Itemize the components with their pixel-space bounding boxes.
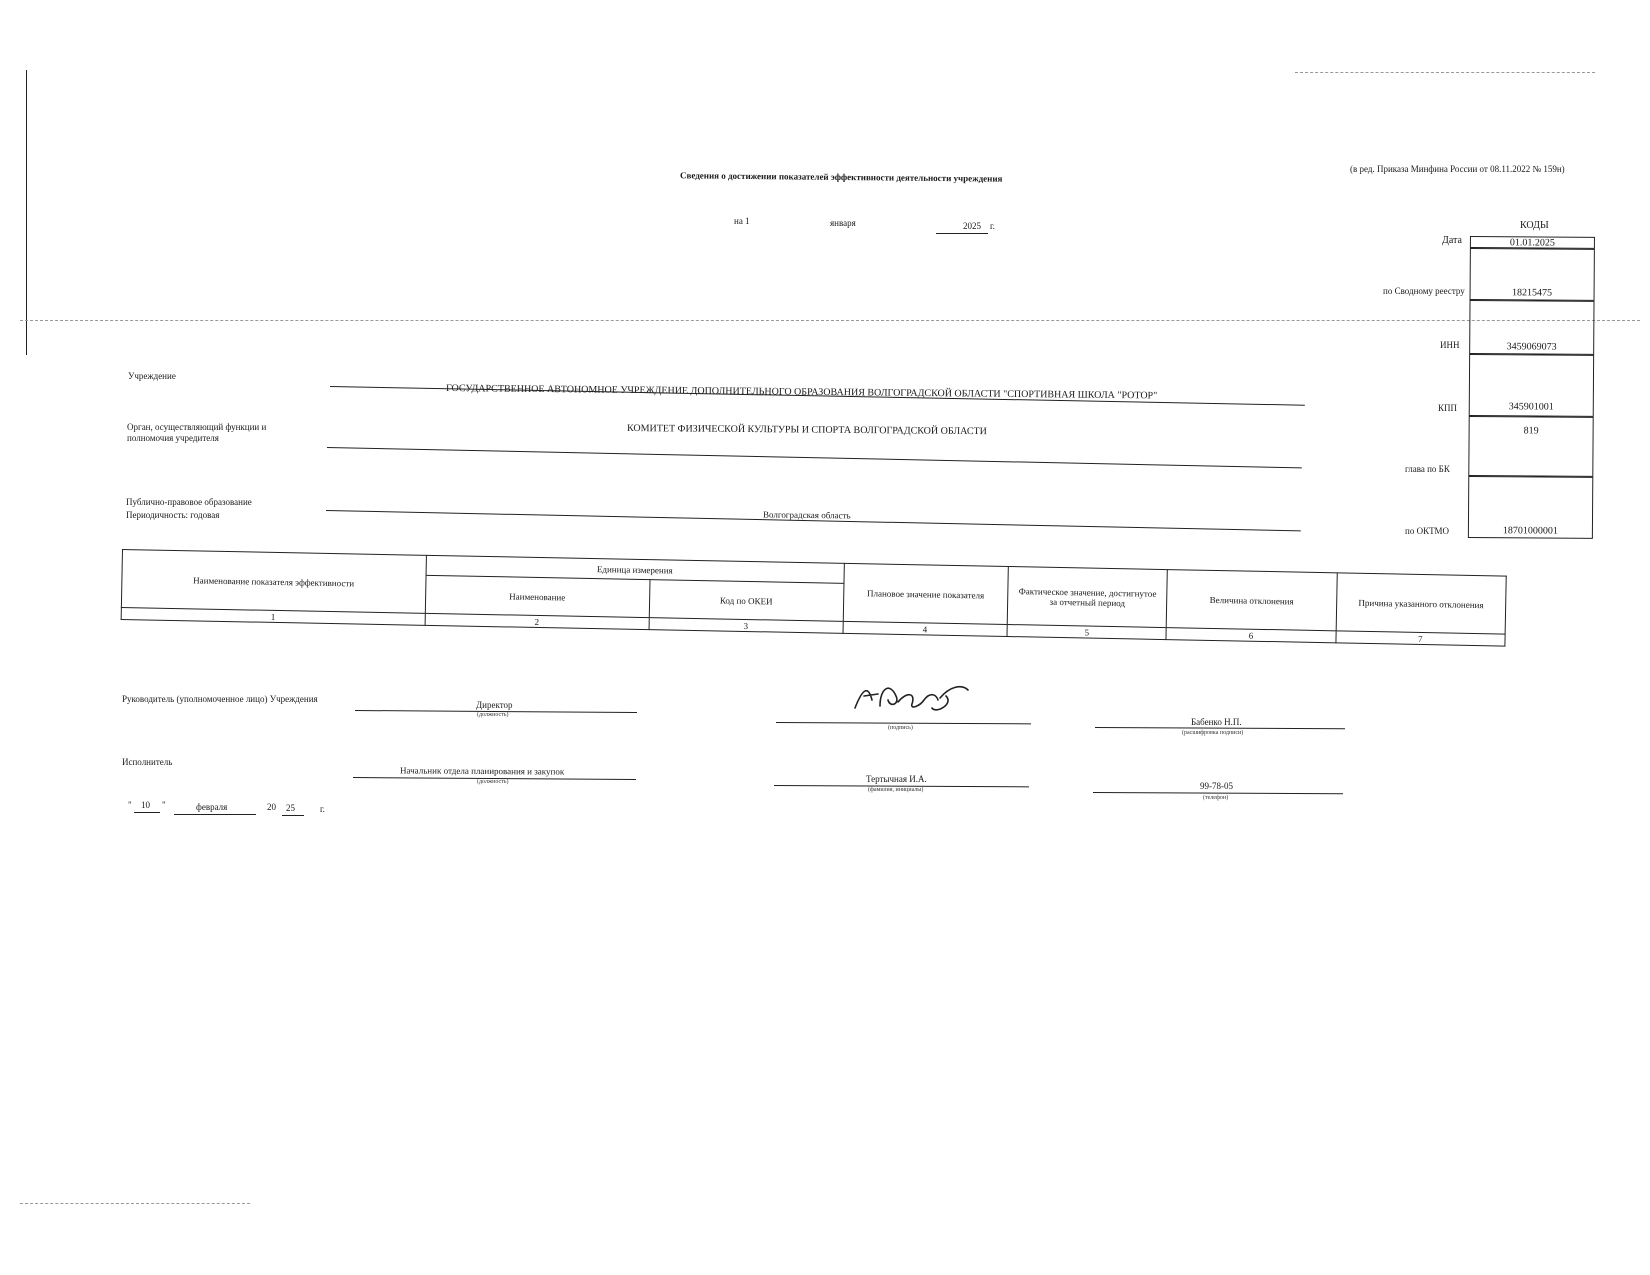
document-title: Сведения о достижении показателей эффективности деятельности учреждения bbox=[679, 170, 1003, 184]
head-signature-caption: (подпись) bbox=[888, 725, 913, 731]
report-date-suffix: г. bbox=[990, 221, 995, 231]
sign-date-day-underline bbox=[134, 812, 160, 813]
executor-position-caption: (должность) bbox=[477, 779, 509, 785]
sign-date-suffix: г. bbox=[320, 804, 325, 814]
column-number: 7 bbox=[1336, 631, 1506, 646]
codes-inn-value: 3459069073 bbox=[1506, 341, 1557, 353]
indicators-table bbox=[121, 549, 1507, 647]
codes-date-label: Дата bbox=[1442, 235, 1462, 246]
head-label: Руководитель (уполномоченное лицо) Учреждения bbox=[122, 694, 318, 704]
institution-label: Учреждение bbox=[128, 371, 176, 381]
codes-kpp-cell bbox=[1469, 354, 1594, 417]
codes-bk-value: 819 bbox=[1523, 425, 1539, 437]
codes-date-value: 01.01.2025 bbox=[1509, 237, 1555, 249]
founder-label-line2: полномочия учредителя bbox=[127, 433, 219, 443]
header-deviation-reason: Причина указанного отклонения bbox=[1336, 573, 1506, 634]
header-planned-value: Плановое значение показателя bbox=[843, 563, 1008, 624]
executor-name-caption: (фамилия, инициалы) bbox=[868, 787, 924, 793]
executor-phone-underline bbox=[1093, 792, 1343, 794]
executor-position: Начальник отдела планирования и закупок bbox=[399, 765, 565, 777]
institution-value: ГОСУДАРСТВЕННОЕ АВТОНОМНОЕ УЧРЕЖДЕНИЕ ДОПОЛНИТЕЛЬНОГО ОБРАЗОВАНИЯ ВОЛГОГРАДСКОЙ ОБЛАСТИ "СПОРТИВНАЯ ШКОЛА "РОТОР" bbox=[445, 383, 1158, 402]
header-actual-value bbox=[1007, 567, 1167, 628]
codes-inn-label: ИНН bbox=[1440, 340, 1460, 350]
header-unit-okei-code: Код по ОКЕИ bbox=[649, 580, 844, 622]
sign-date-close-quote: " bbox=[162, 800, 166, 810]
sign-date-year-underline bbox=[282, 815, 304, 816]
scan-top-line bbox=[1295, 72, 1595, 73]
header-deviation: Величина отклонения bbox=[1167, 570, 1337, 631]
codes-header: КОДЫ bbox=[1520, 220, 1549, 231]
header-actual-value-line2: за отчетный период bbox=[1049, 596, 1126, 608]
executor-phone-caption: (телефон) bbox=[1203, 795, 1229, 801]
codes-registry-cell bbox=[1470, 248, 1595, 301]
column-number: 5 bbox=[1007, 625, 1167, 640]
header-indicator-name: Наименование показателя эффективности bbox=[121, 550, 426, 614]
founder-label-line1: Орган, осуществляющий функции и bbox=[127, 422, 267, 432]
scan-fold-line bbox=[20, 320, 1640, 321]
column-number: 3 bbox=[649, 618, 843, 634]
executor-label: Исполнитель bbox=[122, 757, 173, 767]
head-signature-underline bbox=[776, 722, 1031, 724]
scan-bottom-line bbox=[20, 1203, 250, 1204]
header-unit-name: Наименование bbox=[425, 575, 650, 617]
column-number: 4 bbox=[843, 621, 1008, 636]
sign-date-year-suffix: 25 bbox=[286, 803, 295, 813]
head-position: Директор bbox=[476, 700, 513, 710]
codes-registry-value: 18215475 bbox=[1512, 287, 1553, 299]
founder-value: КОМИТЕТ ФИЗИЧЕСКОЙ КУЛЬТУРЫ И СПОРТА ВОЛГОГРАДСКОЙ ОБЛАСТИ bbox=[626, 423, 987, 438]
sign-date-year-prefix: 20 bbox=[267, 802, 276, 812]
head-name-underline bbox=[1095, 727, 1345, 729]
report-date-year-underline bbox=[936, 233, 988, 234]
amendment-note: (в ред. Приказа Минфина России от 08.11.2022 № 159н) bbox=[1350, 164, 1565, 174]
codes-kpp-label: КПП bbox=[1438, 403, 1458, 413]
founder-underline bbox=[327, 447, 1302, 468]
column-number: 1 bbox=[121, 607, 425, 625]
report-date-year: 2025 bbox=[963, 221, 981, 231]
sign-date-month-underline bbox=[174, 814, 256, 815]
codes-inn-cell bbox=[1469, 300, 1594, 355]
codes-oktmo-value: 18701000001 bbox=[1502, 525, 1558, 537]
header-actual-value-line1: Фактическое значение, достигнутое bbox=[1018, 585, 1157, 599]
executor-phone: 99-78-05 bbox=[1200, 781, 1233, 791]
report-date-month: января bbox=[830, 218, 856, 228]
codes-kpp-value: 345901001 bbox=[1508, 401, 1554, 413]
public-entity-label: Публично-правовое образование bbox=[126, 497, 252, 507]
header-unit: Единица измерения bbox=[426, 555, 844, 583]
head-name-caption: (расшифровка подписи) bbox=[1182, 730, 1244, 736]
scan-edge-line bbox=[26, 70, 27, 355]
sign-date-month: февраля bbox=[196, 802, 228, 812]
periodicity-label: Периодичность: годовая bbox=[126, 510, 220, 520]
report-date-prefix: на 1 bbox=[734, 216, 750, 226]
codes-oktmo-label: по ОКТМО bbox=[1405, 526, 1449, 536]
codes-registry-label: по Сводному реестру bbox=[1383, 286, 1465, 296]
head-name: Бабенко Н.П. bbox=[1191, 717, 1242, 727]
head-position-caption: (должность) bbox=[477, 712, 509, 718]
codes-bk-label: глава по БК bbox=[1405, 464, 1450, 474]
executor-name: Тертычная И.А. bbox=[866, 774, 927, 784]
codes-bk-cell bbox=[1468, 416, 1593, 477]
sign-date-open-quote: " bbox=[128, 800, 132, 810]
head-signature-scribble bbox=[850, 670, 980, 720]
codes-box bbox=[1470, 232, 1595, 537]
codes-date-cell bbox=[1470, 236, 1595, 249]
column-number: 2 bbox=[425, 613, 649, 629]
column-number: 6 bbox=[1166, 628, 1335, 643]
codes-oktmo-cell bbox=[1468, 476, 1593, 539]
sign-date-day: 10 bbox=[141, 800, 150, 810]
public-entity-value: Волгоградская область bbox=[762, 509, 851, 521]
